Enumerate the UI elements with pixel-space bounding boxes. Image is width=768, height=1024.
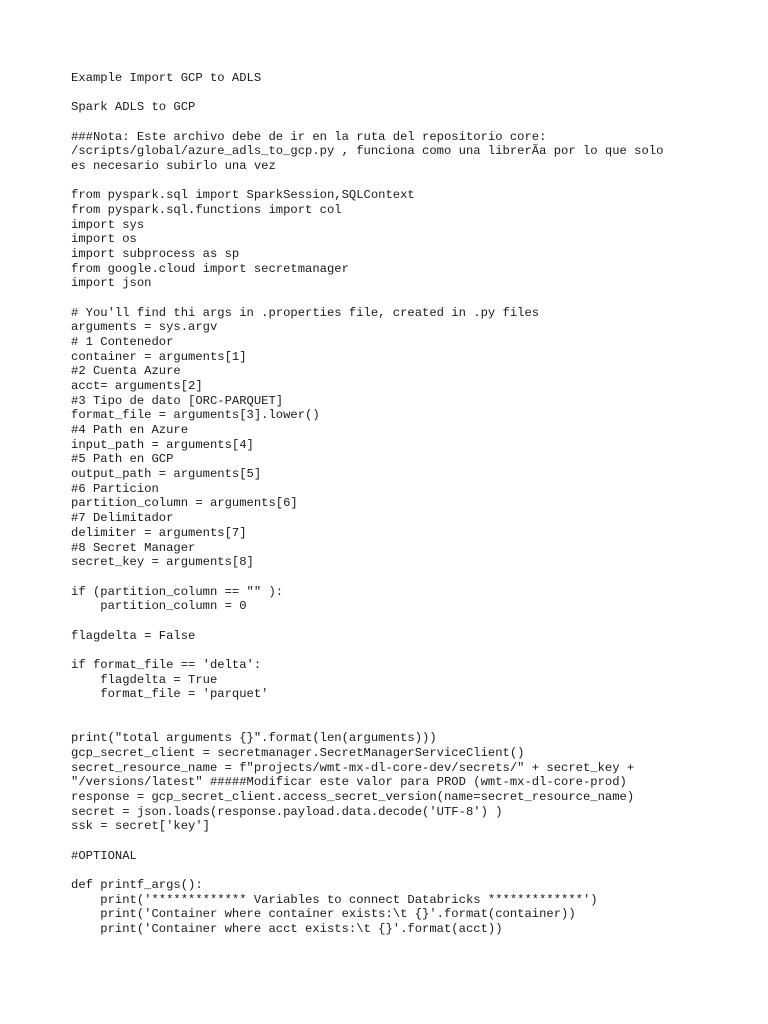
code-line: print('************* Variables to connect Databricks *************') <box>71 892 598 907</box>
code-line: #3 Tipo de dato [ORC-PARQUET] <box>71 393 284 408</box>
code-line <box>71 614 751 629</box>
code-line: input_path = arguments[4] <box>71 437 254 452</box>
code-line: #7 Delimitador <box>71 511 174 526</box>
code-line <box>71 174 751 189</box>
code-line: format_file = arguments[3].lower() <box>71 408 320 423</box>
code-line: # 1 Contenedor <box>71 335 174 350</box>
code-line: print("total arguments {}".format(len(arguments))) <box>71 731 437 746</box>
code-line: from pyspark.sql.functions import col <box>71 203 342 218</box>
code-line: print('Container where container exists:\t {}'.format(container)) <box>71 907 576 922</box>
code-line: secret = json.loads(response.payload.data.decode('UTF-8') ) <box>71 804 503 819</box>
code-line: secret_resource_name = f"projects/wmt-mx-dl-core-dev/secrets/" + secret_key + <box>71 760 635 775</box>
code-line: partition_column = 0 <box>71 599 247 614</box>
code-line: format_file = 'parquet' <box>71 687 269 702</box>
code-line: ###Nota: Este archivo debe de ir en la ruta del repositorio core: <box>71 129 547 144</box>
code-line: flagdelta = False <box>71 628 196 643</box>
code-line: import subprocess as sp <box>71 247 240 262</box>
code-line <box>71 643 751 658</box>
code-line: gcp_secret_client = secretmanager.SecretManagerServiceClient() <box>71 745 525 760</box>
code-line: Example Import GCP to ADLS <box>71 71 262 85</box>
code-line: output_path = arguments[5] <box>71 467 262 482</box>
code-line: if (partition_column == "" ): <box>71 584 284 599</box>
code-line <box>71 863 751 878</box>
code-line <box>71 834 751 849</box>
code-line: from google.cloud import secretmanager <box>71 261 349 276</box>
code-listing <box>71 71 751 937</box>
code-line: from pyspark.sql import SparkSession,SQLContext <box>71 188 415 203</box>
code-line: partition_column = arguments[6] <box>71 496 298 511</box>
code-line: es necesario subirlo una vez <box>71 159 276 174</box>
code-line <box>71 570 751 585</box>
code-line: response = gcp_secret_client.access_secret_version(name=secret_resource_name) <box>71 789 635 804</box>
code-line: flagdelta = True <box>71 672 218 687</box>
code-line: delimiter = arguments[7] <box>71 525 247 540</box>
code-line <box>71 717 751 732</box>
code-line: "/versions/latest" #####Modificar este valor para PROD (wmt-mx-dl-core-prod) <box>71 775 627 790</box>
code-line: def printf_args(): <box>71 877 203 892</box>
code-line: #OPTIONAL <box>71 848 137 863</box>
code-line <box>71 702 751 717</box>
code-line: # You'll find thi args in .properties file, created in .py files <box>71 305 540 320</box>
code-line: secret_key = arguments[8] <box>71 555 254 570</box>
code-line: /scripts/global/azure_adls_to_gcp.py , funciona como una librerÃa por lo que solo <box>71 144 664 159</box>
code-line <box>71 291 751 306</box>
code-line: print('Container where acct exists:\t {}'.format(acct)) <box>71 921 503 936</box>
code-line: import sys <box>71 217 145 232</box>
code-line: ssk = secret['key'] <box>71 819 210 834</box>
code-line: arguments = sys.argv <box>71 320 218 335</box>
code-line: #2 Cuenta Azure <box>71 364 181 379</box>
code-line <box>71 115 751 130</box>
code-line: #4 Path en Azure <box>71 423 189 438</box>
code-line: import os <box>71 232 137 247</box>
code-line: Spark ADLS to GCP <box>71 100 196 115</box>
code-line: if format_file == 'delta': <box>71 657 262 672</box>
code-line: #8 Secret Manager <box>71 540 196 555</box>
code-line: acct= arguments[2] <box>71 379 203 394</box>
code-line <box>71 86 751 101</box>
code-line: import json <box>71 276 152 291</box>
code-line: #6 Particion <box>71 481 159 496</box>
code-line: container = arguments[1] <box>71 349 247 364</box>
code-line: #5 Path en GCP <box>71 452 174 467</box>
